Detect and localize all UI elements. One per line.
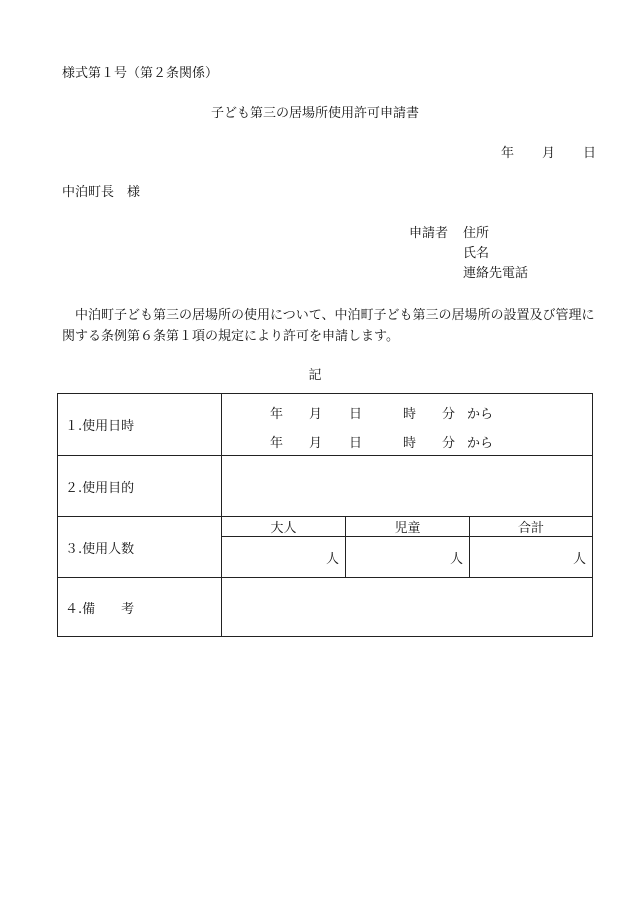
table-row-remarks: [58, 577, 592, 636]
count-total-field[interactable]: [470, 537, 592, 577]
dt1-day: 日: [349, 407, 363, 422]
dt1-year: 年: [270, 407, 284, 422]
remarks-field[interactable]: [222, 578, 592, 636]
count-header-row: [222, 517, 592, 537]
addressee: 中泊町長 様: [62, 185, 141, 200]
dt2-month: 月: [309, 436, 323, 451]
date-line: [501, 147, 596, 160]
usage-count-label: ３.使用人数: [58, 517, 222, 577]
ki-heading: 記: [308, 368, 322, 383]
count-adults-field[interactable]: [222, 537, 346, 577]
count-children-unit: 人: [449, 551, 463, 567]
remarks-label: ４.備 考: [58, 578, 222, 636]
dt2-hour: 時: [403, 436, 417, 451]
dt2-minute: 分: [442, 436, 456, 451]
date-day-label: 日: [582, 146, 596, 161]
count-total-unit: 人: [572, 551, 586, 567]
usage-purpose-field[interactable]: [222, 456, 592, 516]
usage-datetime-label: １.使用日時: [58, 394, 222, 455]
count-header-adults: 大人: [222, 517, 346, 536]
dt1-hour: 時: [403, 407, 417, 422]
count-children-field[interactable]: [346, 537, 470, 577]
usage-count-grid: [222, 517, 592, 577]
count-header-children: 児童: [346, 517, 470, 536]
form-number: 様式第１号（第２条関係）: [62, 66, 219, 81]
usage-datetime-field[interactable]: [222, 394, 592, 455]
applicant-phone-label: 連絡先電話: [463, 266, 529, 281]
usage-purpose-label: ２.使用目的: [58, 456, 222, 516]
count-adults-unit: 人: [325, 551, 339, 567]
document-title: 子ども第三の居場所使用許可申請書: [210, 106, 419, 121]
count-value-row: [222, 537, 592, 577]
applicant-address-label: 住所: [463, 226, 490, 241]
applicant-name-label: 氏名: [463, 246, 490, 261]
datetime-line-1: [222, 403, 592, 422]
date-year-label: 年: [500, 146, 514, 161]
table-row-usage-count: [58, 516, 592, 577]
dt1-suffix: から: [467, 407, 494, 422]
datetime-line-2: [222, 432, 592, 451]
applicant-label: 申請者: [409, 226, 449, 241]
dt2-year: 年: [270, 436, 284, 451]
table-row-usage-purpose: [58, 455, 592, 516]
body-paragraph: 中泊町子ども第三の居場所の使用について、中泊町子ども第三の居場所の設置及び管理に関する条例第６条第１項の規定により許可を申請します。: [62, 308, 595, 344]
date-month-label: 月: [541, 146, 555, 161]
dt2-suffix: から: [467, 436, 494, 451]
table-row-usage-datetime: [58, 394, 592, 455]
application-table: [57, 393, 593, 637]
dt1-minute: 分: [442, 407, 456, 422]
count-header-total: 合計: [517, 521, 544, 536]
dt2-day: 日: [349, 436, 363, 451]
dt1-month: 月: [309, 407, 323, 422]
